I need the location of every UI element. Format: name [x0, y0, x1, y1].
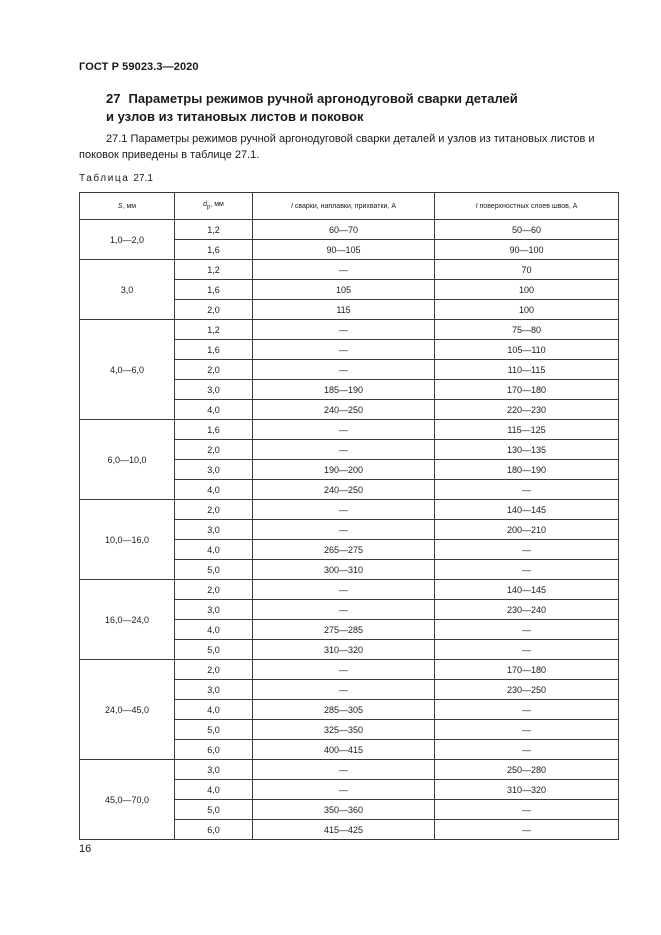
- table-header-row: [80, 193, 619, 220]
- table-caption-number: 27.1: [133, 173, 153, 184]
- diameter-cell: 1,6: [175, 240, 253, 260]
- diameter-cell: 2,0: [175, 580, 253, 600]
- surface-current-cell: 70: [435, 260, 619, 280]
- diameter-cell: 4,0: [175, 620, 253, 640]
- page-number: 16: [79, 843, 92, 855]
- header-surface-current: [435, 193, 619, 220]
- welding-current-cell: —: [253, 580, 435, 600]
- section-title-line2: и узлов из титановых листов и поковок: [106, 109, 364, 124]
- diameter-cell: 3,0: [175, 760, 253, 780]
- header-current-symbol: I: [290, 202, 293, 210]
- welding-current-cell: —: [253, 360, 435, 380]
- surface-current-cell: —: [435, 620, 619, 640]
- welding-current-cell: 115: [253, 300, 435, 320]
- diameter-cell: 4,0: [175, 540, 253, 560]
- surface-current-cell: 310—320: [435, 780, 619, 800]
- diameter-cell: 2,0: [175, 300, 253, 320]
- thickness-cell: 45,0—70,0: [80, 760, 175, 840]
- diameter-cell: 3,0: [175, 600, 253, 620]
- surface-current-cell: 140—145: [435, 500, 619, 520]
- welding-current-cell: 265—275: [253, 540, 435, 560]
- diameter-cell: 6,0: [175, 740, 253, 760]
- diameter-cell: 4,0: [175, 700, 253, 720]
- table-row: [80, 660, 619, 680]
- thickness-cell: 1,0—2,0: [80, 220, 175, 260]
- surface-current-cell: 50—60: [435, 220, 619, 240]
- surface-current-cell: 250—280: [435, 760, 619, 780]
- welding-current-cell: 185—190: [253, 380, 435, 400]
- surface-current-cell: 200—210: [435, 520, 619, 540]
- welding-current-cell: —: [253, 320, 435, 340]
- surface-current-cell: 115—125: [435, 420, 619, 440]
- welding-current-cell: —: [253, 760, 435, 780]
- header-thickness-unit: , мм: [122, 202, 137, 210]
- surface-current-cell: —: [435, 540, 619, 560]
- welding-current-cell: —: [253, 440, 435, 460]
- welding-current-cell: 90—105: [253, 240, 435, 260]
- table-row: [80, 420, 619, 440]
- diameter-cell: 2,0: [175, 660, 253, 680]
- diameter-cell: 5,0: [175, 800, 253, 820]
- diameter-cell: 1,6: [175, 280, 253, 300]
- diameter-cell: 1,6: [175, 340, 253, 360]
- diameter-cell: 3,0: [175, 380, 253, 400]
- diameter-cell: 5,0: [175, 560, 253, 580]
- surface-current-cell: 100: [435, 280, 619, 300]
- diameter-cell: 1,2: [175, 220, 253, 240]
- welding-current-cell: 190—200: [253, 460, 435, 480]
- surface-current-cell: 170—180: [435, 380, 619, 400]
- table-row: [80, 760, 619, 780]
- table-caption: [79, 173, 153, 184]
- document-id: ГОСТ Р 59023.3—2020: [79, 61, 199, 73]
- section-title-line1: Параметры режимов ручной аргонодуговой сварки деталей: [128, 91, 518, 106]
- intro-paragraph: 27.1 Параметры режимов ручной аргонодуговой сварки деталей и узлов из титановых листов и поковок приведены в таблице 27.1.: [79, 133, 595, 161]
- table-row: [80, 580, 619, 600]
- surface-current-cell: 75—80: [435, 320, 619, 340]
- surface-current-cell: 220—230: [435, 400, 619, 420]
- header-current-text: сварки, наплавки, прихватки, А: [292, 202, 396, 210]
- header-diameter-subscript: p: [207, 204, 211, 211]
- surface-current-cell: 230—240: [435, 600, 619, 620]
- surface-current-cell: —: [435, 700, 619, 720]
- welding-current-cell: —: [253, 600, 435, 620]
- header-thickness: [80, 193, 175, 220]
- diameter-cell: 3,0: [175, 680, 253, 700]
- surface-current-cell: —: [435, 560, 619, 580]
- welding-current-cell: —: [253, 340, 435, 360]
- welding-current-cell: 240—250: [253, 480, 435, 500]
- surface-current-cell: 100: [435, 300, 619, 320]
- welding-current-cell: 350—360: [253, 800, 435, 820]
- welding-current-cell: —: [253, 520, 435, 540]
- thickness-cell: 4,0—6,0: [80, 320, 175, 420]
- welding-current-cell: 415—425: [253, 820, 435, 840]
- surface-current-cell: 105—110: [435, 340, 619, 360]
- thickness-cell: 6,0—10,0: [80, 420, 175, 500]
- surface-current-cell: 90—100: [435, 240, 619, 260]
- welding-parameters-table: [79, 192, 619, 840]
- table-row: [80, 320, 619, 340]
- welding-current-cell: 285—305: [253, 700, 435, 720]
- section-number: 27: [106, 91, 121, 106]
- diameter-cell: 2,0: [175, 440, 253, 460]
- surface-current-cell: —: [435, 740, 619, 760]
- surface-current-cell: —: [435, 800, 619, 820]
- table-row: [80, 260, 619, 280]
- diameter-cell: 6,0: [175, 820, 253, 840]
- welding-current-cell: —: [253, 780, 435, 800]
- diameter-cell: 1,2: [175, 260, 253, 280]
- welding-current-cell: 60—70: [253, 220, 435, 240]
- surface-current-cell: —: [435, 820, 619, 840]
- header-surface-symbol: I: [475, 202, 478, 210]
- header-electrode-diameter: [175, 193, 253, 220]
- welding-current-cell: —: [253, 500, 435, 520]
- surface-current-cell: 140—145: [435, 580, 619, 600]
- welding-current-cell: 300—310: [253, 560, 435, 580]
- table-row: [80, 220, 619, 240]
- welding-current-cell: —: [253, 420, 435, 440]
- table-row: [80, 500, 619, 520]
- thickness-cell: 24,0—45,0: [80, 660, 175, 760]
- surface-current-cell: 180—190: [435, 460, 619, 480]
- diameter-cell: 4,0: [175, 780, 253, 800]
- header-thickness-symbol: S: [117, 202, 123, 210]
- diameter-cell: 3,0: [175, 520, 253, 540]
- diameter-cell: 5,0: [175, 720, 253, 740]
- thickness-cell: 16,0—24,0: [80, 580, 175, 660]
- welding-current-cell: —: [253, 680, 435, 700]
- table-caption-label: Таблица: [79, 173, 130, 184]
- header-welding-current: [253, 193, 435, 220]
- welding-current-cell: 400—415: [253, 740, 435, 760]
- thickness-cell: 3,0: [80, 260, 175, 320]
- header-diameter-unit: , мм: [210, 201, 224, 209]
- surface-current-cell: 110—115: [435, 360, 619, 380]
- surface-current-cell: —: [435, 480, 619, 500]
- welding-current-cell: 325—350: [253, 720, 435, 740]
- welding-current-cell: —: [253, 660, 435, 680]
- welding-current-cell: 275—285: [253, 620, 435, 640]
- surface-current-cell: —: [435, 640, 619, 660]
- thickness-cell: 10,0—16,0: [80, 500, 175, 580]
- diameter-cell: 5,0: [175, 640, 253, 660]
- table-body: [80, 220, 619, 840]
- section-title: [106, 90, 576, 126]
- diameter-cell: 2,0: [175, 360, 253, 380]
- welding-current-cell: —: [253, 260, 435, 280]
- diameter-cell: 4,0: [175, 400, 253, 420]
- welding-current-cell: 105: [253, 280, 435, 300]
- header-diameter-symbol: d: [203, 201, 208, 209]
- diameter-cell: 4,0: [175, 480, 253, 500]
- header-surface-text: поверхностных слоев швов, А: [477, 202, 578, 210]
- welding-current-cell: 310—320: [253, 640, 435, 660]
- diameter-cell: 3,0: [175, 460, 253, 480]
- diameter-cell: 2,0: [175, 500, 253, 520]
- diameter-cell: 1,2: [175, 320, 253, 340]
- diameter-cell: 1,6: [175, 420, 253, 440]
- surface-current-cell: 170—180: [435, 660, 619, 680]
- welding-current-cell: 240—250: [253, 400, 435, 420]
- surface-current-cell: —: [435, 720, 619, 740]
- surface-current-cell: 230—250: [435, 680, 619, 700]
- surface-current-cell: 130—135: [435, 440, 619, 460]
